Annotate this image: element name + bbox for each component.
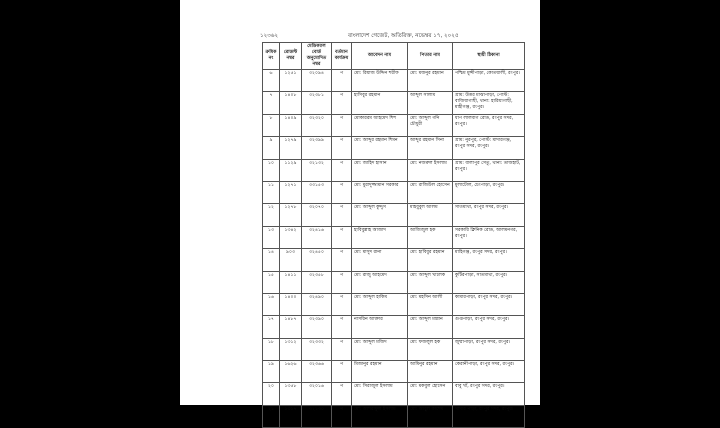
address-cell: গ্রাম: নুরপুর, পোস্ট: মাদারগঞ্জ, রংপুর সদর, রংপুর। <box>453 137 525 159</box>
name-cell: মিজানুর রহমান <box>352 361 408 383</box>
roll-cell: ১৩১৭ <box>280 405 302 427</box>
address-cell: কুটিরপাড়া, সাতমাথা, রংপুর। <box>453 271 525 293</box>
address-cell: মুলাটোল, চেংপাড়া, রংপুর। <box>453 181 525 203</box>
name-cell: মো: সিরাজুল ইসলাম <box>352 383 408 405</box>
status-cell: প <box>332 92 352 114</box>
roll-cell: ১১২৯ <box>280 159 302 181</box>
reg-cell: ৩২৩৩২ <box>302 338 332 360</box>
table-row <box>263 181 525 203</box>
name-cell: নাসরিন আক্তার <box>352 316 408 338</box>
name-cell: মো: রাজু আহমেদ <box>352 271 408 293</box>
reg-cell: ৩২১৩২ <box>302 159 332 181</box>
column-header: ক্রমিক নং <box>263 43 280 70</box>
status-cell: প <box>332 361 352 383</box>
name-cell: মোকাররম আহমেদ শিশ <box>352 114 408 136</box>
roll-cell: ১৬২৬ <box>280 361 302 383</box>
address-cell: পশ্চিম মুন্সীপাড়া, কোতয়ালী, রংপুর। <box>453 70 525 92</box>
table-row <box>263 114 525 136</box>
column-header: রোডস্ট নম্বর <box>280 43 302 70</box>
father-name-cell: মাহবুবুল আলম <box>408 204 453 226</box>
table-row <box>263 316 525 338</box>
father-name-cell: মো: মজনুর রহমান <box>408 70 453 92</box>
father-name-cell: মো: রাজিউল হোসেন <box>408 181 453 203</box>
name-cell: হাসিবুর রহমান <box>352 92 408 114</box>
address-cell: গ্রাম: উত্তর মাঝাপাড়া, পোস্ট: বাজিয়াগাছী, থানা: হারিয়াগাছী, মাহীগঞ্জ, রংপুর। <box>453 92 525 114</box>
address-cell: খামার পাড়া, রংপুর সদর, রংপুর। <box>453 405 525 427</box>
name-cell: মো: আব্দুল হাকিম <box>352 293 408 315</box>
roll-cell: ১৪০০ <box>280 293 302 315</box>
column-header: মেডিক্যাল বোর্ড অনুমোদিত নম্বর <box>302 43 332 70</box>
status-cell: প <box>332 70 352 92</box>
table-row <box>263 226 525 248</box>
reg-cell: ৩২৩৯০ <box>302 316 332 338</box>
column-header: বর্তমান কার্যক্রম <box>332 43 352 70</box>
serial-cell: ১৫ <box>263 271 280 293</box>
status-cell: প <box>332 226 352 248</box>
roll-cell: ১৪১১ <box>280 271 302 293</box>
status-cell: প <box>332 383 352 405</box>
name-cell: মো: জাহিদ হাসান <box>352 159 408 181</box>
roll-cell: ১২৫১ <box>280 70 302 92</box>
reg-cell: ৩৩১৫৩ <box>302 181 332 203</box>
roll-cell: ১২৭৮ <box>280 204 302 226</box>
address-cell: ধাপ লালবাগ রোড, রংপুর সদর, রংপুর। <box>453 114 525 136</box>
father-name-cell: মো: মকবুল হোসেন <box>408 383 453 405</box>
table-row <box>263 137 525 159</box>
address-cell: গ্রাম: বালাপুর সেতু, থানা: তাজহাট, রংপুর। <box>453 159 525 181</box>
status-cell: প <box>332 159 352 181</box>
address-cell: গুপ্তপাড়া, রংপুর সদর, রংপুর। <box>453 316 525 338</box>
candidate-table <box>262 42 525 428</box>
table-row <box>263 204 525 226</box>
serial-cell: ১৪ <box>263 249 280 271</box>
roll-cell: ৯০৩ <box>280 249 302 271</box>
address-cell: মাহিগঞ্জ, রংপুর সদর, রংপুর। <box>453 249 525 271</box>
name-cell: মো: আশরাফুল ইসলাম <box>352 405 408 427</box>
status-cell: প <box>332 293 352 315</box>
father-name-cell: মো: আবুল কাশেম <box>408 405 453 427</box>
address-cell: বাবু খাঁ, রংপুর সদর, রংপুর। <box>453 383 525 405</box>
table-row <box>263 249 525 271</box>
status-cell: প <box>332 271 352 293</box>
name-cell: হাবিবুল্লাহ আজাদ <box>352 226 408 248</box>
serial-cell: ২০ <box>263 383 280 405</box>
reg-cell: ৩২৩২০ <box>302 114 332 136</box>
status-cell: প <box>332 114 352 136</box>
status-cell: প <box>332 204 352 226</box>
roll-cell: ১৩৪২ <box>280 226 302 248</box>
reg-cell: ৩২০১৬ <box>302 383 332 405</box>
gazette-title: বাংলাদেশ গেজেট, অতিরিক্ত, নভেম্বর ১৭, ২০২৫ <box>348 33 459 39</box>
status-cell: প <box>332 137 352 159</box>
roll-cell: ১২৭৯ <box>280 137 302 159</box>
serial-cell: ৮ <box>263 114 280 136</box>
name-cell: মো: আব্দুল মজিদ <box>352 338 408 360</box>
name-cell: মো: মুরাদুজ্জামান সরকার <box>352 181 408 203</box>
reg-cell: ৩২৩৫৮ <box>302 271 332 293</box>
table-row <box>263 271 525 293</box>
father-name-cell: মো: আব্দুল মান্নান <box>408 316 453 338</box>
table-body <box>263 70 525 428</box>
serial-cell: ৯ <box>263 137 280 159</box>
father-name-cell: মো: আব্দুল গনি চৌধুরী <box>408 114 453 136</box>
address-cell: কামারপাড়া, রংপুর সদর, রংপুর। <box>453 293 525 315</box>
address-cell: জুম্মাপাড়া, রংপুর সদর, রংপুর। <box>453 338 525 360</box>
reg-cell: ৩২০৯৪ <box>302 70 332 92</box>
father-name-cell: মো: ফজলুল হক <box>408 338 453 360</box>
reg-cell: ৩২৩৮১ <box>302 92 332 114</box>
page-number: ১২৩৬২ <box>260 33 279 39</box>
table-row <box>263 159 525 181</box>
father-name-cell: মো: হাবিবুর রহমান <box>408 249 453 271</box>
status-cell: প <box>332 338 352 360</box>
table-row <box>263 70 525 92</box>
serial-cell: ৭ <box>263 92 280 114</box>
table-row <box>263 383 525 405</box>
reg-cell: ৩২০৭০ <box>302 204 332 226</box>
table-row <box>263 293 525 315</box>
serial-cell: ১২ <box>263 204 280 226</box>
table-row <box>263 405 525 427</box>
status-cell: প <box>332 316 352 338</box>
serial-cell: ১৬ <box>263 293 280 315</box>
page-header <box>260 5 534 41</box>
roll-cell: ১৪৮৭ <box>280 316 302 338</box>
reg-cell: ৩২৩৬৬ <box>302 361 332 383</box>
reg-cell: ৩২১৩০ <box>302 405 332 427</box>
serial-cell: ৬ <box>263 70 280 92</box>
father-name-cell: আমিনুর রহমান <box>408 361 453 383</box>
address-cell: সাতমাথা, রংপুর সদর, রংপুর। <box>453 204 525 226</box>
name-cell: মো: আব্দুর রহমান শিমন <box>352 137 408 159</box>
table-row <box>263 361 525 383</box>
name-cell: মো: মাসুদ রানা <box>352 249 408 271</box>
father-name-cell: মো: নজরুল ইসলাম <box>408 159 453 181</box>
name-cell: মো: রিয়াজ উদ্দিন শরীফ <box>352 70 408 92</box>
reg-cell: ৩২৪৫০ <box>302 249 332 271</box>
father-name-cell: আব্দুর রহমান সিনা <box>408 137 453 159</box>
table-row <box>263 338 525 360</box>
serial-cell: ১৩ <box>263 226 280 248</box>
name-cell: মো: আব্দুল কুদ্দুস <box>352 204 408 226</box>
roll-cell: ১৪০৯ <box>280 114 302 136</box>
serial-cell: ১০ <box>263 159 280 181</box>
roll-cell: ১৩৫৮ <box>280 383 302 405</box>
status-cell: প <box>332 181 352 203</box>
reg-cell: ৩২৪১৬ <box>302 226 332 248</box>
serial-cell: ১১ <box>263 181 280 203</box>
father-name-cell: মো: মহসিন আলী <box>408 293 453 315</box>
table-header-row <box>263 43 525 70</box>
serial-cell: ১৮ <box>263 338 280 360</box>
serial-cell: ২১ <box>263 405 280 427</box>
address-cell: কেরানীপাড়া, রংপুর সদর, রংপুর। <box>453 361 525 383</box>
gazette-page <box>180 0 540 412</box>
father-name-cell: আজিজুল হক <box>408 226 453 248</box>
father-name-cell: মো: আব্দুল খালেক <box>408 271 453 293</box>
column-header: আবেদন নাম <box>352 43 408 70</box>
column-header: পিতার নাম <box>408 43 453 70</box>
reg-cell: ৩২৪৯০ <box>302 293 332 315</box>
roll-cell: ১৩১২ <box>280 338 302 360</box>
serial-cell: ১৭ <box>263 316 280 338</box>
roll-cell: ১২৭১ <box>280 181 302 203</box>
roll-cell: ১৪০৮ <box>280 92 302 114</box>
status-cell: প <box>332 405 352 427</box>
father-name-cell: আব্দুল সালাম <box>408 92 453 114</box>
reg-cell: ৩২৩৯৯ <box>302 137 332 159</box>
serial-cell: ১৯ <box>263 361 280 383</box>
column-header: স্থায়ী ঠিকানা <box>453 43 525 70</box>
status-cell: প <box>332 249 352 271</box>
table-row <box>263 92 525 114</box>
address-cell: সরকারি ক্লিনিক রোড, আলমনগর, রংপুর। <box>453 226 525 248</box>
